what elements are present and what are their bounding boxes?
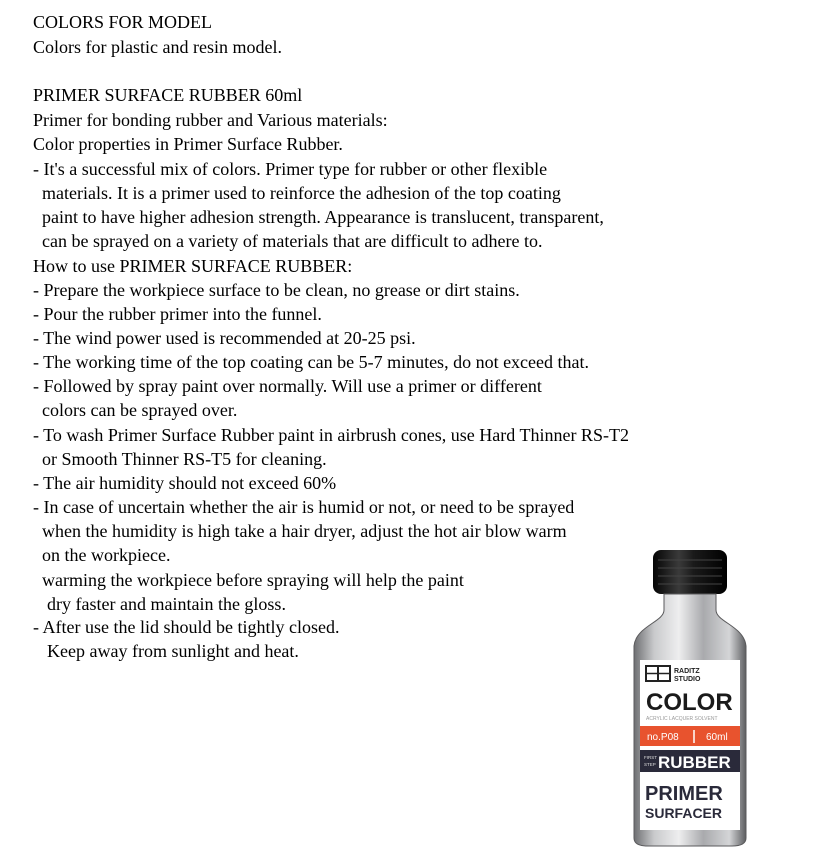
label-step-line2: STEP [644,762,656,767]
label-type: RUBBER [658,753,731,772]
heading-product-name: PRIMER SURFACE RUBBER 60ml [33,85,303,105]
label-name-line1: PRIMER [645,783,723,805]
text-line: paint to have higher adhesion strength. Appearance is translucent, transparent, [42,207,604,227]
text-line: warming the workpiece before spraying will help the paint [42,570,464,590]
heading-colors-for-model: COLORS FOR MODEL [33,12,213,32]
text-line: - After use the lid should be tightly closed. [33,617,340,637]
text-line: - Followed by spray paint over normally. Will use a primer or different [33,376,542,396]
bottle-cap [653,550,727,594]
text-line: - Pour the rubber primer into the funnel. [33,304,322,324]
text-line: - It's a successful mix of colors. Primer type for rubber or other flexible [33,159,548,179]
text-line: - To wash Primer Surface Rubber paint in airbrush cones, use Hard Thinner RS-T2 [33,425,629,445]
product-bottle-image [628,548,752,848]
text-line: Color properties in Primer Surface Rubber. [33,134,343,154]
text-line: - In case of uncertain whether the air is humid or not, or need to be sprayed [33,497,575,517]
label-color-word: COLOR [646,689,733,716]
brand-line2: STUDIO [674,676,701,683]
brand-line1: RADITZ [674,668,700,675]
text-line: when the humidity is high take a hair dryer, adjust the hot air blow warm [42,521,567,541]
label-solvent: ACRYLIC LACQUER SOLVENT [646,716,718,722]
label-number: no.P08 [647,732,679,743]
label-volume: 60ml [706,732,728,743]
heading-how-to-use: How to use PRIMER SURFACE RUBBER: [33,256,353,276]
label-name-line2: SURFACER [645,805,723,821]
text-line: - The wind power used is recommended at 20-25 psi. [33,328,416,348]
text-line: Primer for bonding rubber and Various materials: [33,110,388,130]
text-line: colors can be sprayed over. [42,400,238,420]
label-step-line1: FIRST [644,755,657,760]
text-line: Keep away from sunlight and heat. [47,641,299,661]
text-line: materials. It is a primer used to reinforce the adhesion of the top coating [42,183,561,203]
text-line: - Prepare the workpiece surface to be clean, no grease or dirt stains. [33,280,520,300]
text-line: - The air humidity should not exceed 60% [33,473,337,493]
text-line: can be sprayed on a variety of materials that are difficult to adhere to. [42,231,543,251]
text-line: dry faster and maintain the gloss. [47,594,286,614]
text-line: Colors for plastic and resin model. [33,37,282,57]
text-line: or Smooth Thinner RS-T5 for cleaning. [42,449,327,469]
text-line: - The working time of the top coating can be 5-7 minutes, do not exceed that. [33,352,590,372]
text-line: on the workpiece. [42,545,171,565]
